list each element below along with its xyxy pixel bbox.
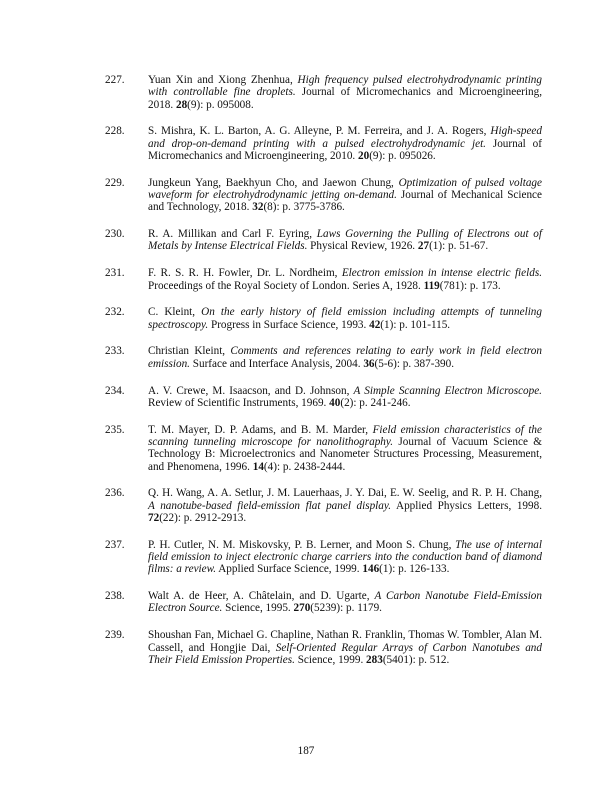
reference-source: Review of Scientific Instruments, 1969.: [148, 396, 330, 409]
reference-title: High-speed and drop-on-demand printing with a pulsed electrohydrodynamic jet.: [148, 125, 542, 150]
reference-volume: 20: [358, 149, 370, 162]
reference-text: [148, 306, 542, 331]
reference-title: Optimization of pulsed voltage waveform for electrohydrodynamic jetting on-demand.: [148, 176, 542, 202]
reference-entry: [105, 539, 542, 576]
reference-authors: R. A. Millikan and Carl F. Eyring,: [148, 228, 317, 241]
reference-number: 235.: [105, 423, 125, 436]
reference-authors: P. H. Cutler, N. M. Miskovsky, P. B. Lerner, and Moon S. Chung,: [148, 538, 456, 551]
reference-number: 229.: [105, 176, 125, 189]
reference-pages: (5239): p. 1179.: [310, 602, 382, 615]
reference-text: [148, 345, 542, 370]
reference-entry: [105, 345, 542, 370]
reference-text: [148, 177, 542, 214]
reference-entry: [105, 424, 542, 473]
reference-authors: C. Kleint,: [148, 306, 202, 319]
reference-source: Proceedings of the Royal Society of London. Series A, 1928.: [148, 279, 424, 292]
reference-title: On the early history of field emission including attempts of tunneling spectroscopy.: [148, 306, 542, 331]
reference-title: A Simple Scanning Electron Microscope.: [353, 384, 542, 397]
reference-pages: (781): p. 173.: [439, 279, 501, 292]
reference-title: High frequency pulsed electrohydrodynamic printing with controllable fine droplets.: [148, 74, 542, 99]
reference-authors: Q. H. Wang, A. A. Setlur, J. M. Lauerhaas, J. Y. Dai, E. W. Seelig, and R. P. H. Chang,: [148, 487, 542, 500]
reference-number: 237.: [105, 538, 125, 551]
reference-authors: Christian Kleint,: [148, 345, 231, 358]
reference-entry: [105, 306, 542, 331]
reference-entry: [105, 487, 542, 524]
reference-number: 232.: [105, 306, 125, 319]
reference-text: [148, 125, 542, 162]
reference-authors: Shoushan Fan, Michael G. Chapline, Nathan R. Franklin, Thomas W. Tombler, Alan M. Cassell, and Hongjie Dai,: [148, 629, 542, 654]
reference-volume: 42: [369, 318, 381, 331]
reference-source: Journal of Vacuum Science & Technology B: Microelectronics and Nanometer Structures Processing, Measurement, and Phenomena, 1996.: [148, 435, 542, 473]
reference-pages: (5401): p. 512.: [382, 653, 450, 666]
reference-pages: (1): p. 126-133.: [379, 563, 450, 576]
reference-number: 238.: [105, 590, 125, 603]
reference-source: Journal of Micromechanics and Microengineering, 2018.: [148, 86, 542, 111]
reference-title: Self-Oriented Regular Arrays of Carbon Nanotubes and Their Field Emission Properties.: [148, 641, 542, 666]
reference-source: Science, 1999.: [294, 653, 367, 666]
reference-source: Journal of Mechanical Science and Technology, 2018.: [148, 189, 542, 214]
reference-title: The use of internal field emission to inject electronic charge carriers into the conduction band of diamond films: a review.: [148, 538, 542, 576]
reference-entry: [105, 590, 542, 615]
reference-title: A nanotube-based field-emission flat panel display.: [148, 499, 392, 512]
reference-authors: Yuan Xin and Xiong Zhenhua,: [148, 74, 298, 86]
reference-text: [148, 487, 542, 524]
reference-pages: (1): p. 51-67.: [429, 240, 489, 253]
reference-source: Progress in Surface Science, 1993.: [208, 318, 370, 331]
reference-entry: [105, 228, 542, 253]
reference-authors: A. V. Crewe, M. Isaacson, and D. Johnson,: [148, 384, 354, 397]
reference-volume: 27: [417, 240, 430, 253]
reference-pages: (1): p. 101-115.: [380, 318, 451, 331]
reference-source: Science, 1995.: [222, 602, 294, 615]
reference-volume: 119: [423, 279, 440, 292]
reference-number: 228.: [105, 125, 125, 138]
reference-text: [148, 267, 542, 292]
reference-authors: Walt A. de Heer, A. Châtelain, and D. Ugarte,: [148, 590, 375, 603]
reference-entry: [105, 267, 542, 292]
reference-authors: S. Mishra, K. L. Barton, A. G. Alleyne, P. M. Ferreira, and J. A. Rogers,: [148, 125, 491, 138]
reference-text: [148, 385, 542, 410]
reference-volume: 270: [293, 602, 311, 615]
reference-pages: (22): p. 2912-2913.: [159, 511, 247, 524]
reference-entry: [105, 385, 542, 410]
reference-title: Laws Governing the Pulling of Electrons out of Metals by Intense Electrical Fields.: [148, 228, 542, 253]
reference-number: 231.: [105, 267, 125, 280]
reference-number: 236.: [105, 487, 125, 500]
reference-volume: 14: [252, 460, 264, 473]
reference-pages: (9): p. 095026.: [369, 149, 436, 162]
reference-list: [105, 74, 542, 681]
reference-pages: (9): p. 095008.: [187, 98, 254, 111]
reference-number: 239.: [105, 629, 125, 642]
reference-volume: 72: [148, 511, 160, 524]
reference-title: Comments and references relating to early work in field electron emission.: [148, 345, 542, 370]
reference-text: [148, 539, 542, 576]
reference-pages: (5-6): p. 387-390.: [374, 357, 455, 370]
reference-title: Field emission characteristics of the scanning tunneling microscope for nanolithography.: [148, 423, 542, 448]
reference-volume: 283: [366, 653, 383, 666]
reference-title: Electron emission in intense electric fields.: [341, 267, 542, 280]
reference-entry: [105, 177, 542, 214]
reference-text: [148, 74, 542, 111]
reference-source: Physical Review, 1926.: [307, 240, 418, 253]
reference-source: Journal of Micromechanics and Microengineering, 2010.: [148, 137, 542, 162]
reference-number: 233.: [105, 345, 125, 358]
reference-source: Applied Surface Science, 1999.: [216, 563, 363, 576]
reference-authors: Jungkeun Yang, Baekhyun Cho, and Jaewon Chung,: [148, 176, 399, 189]
reference-pages: (8): p. 3775-3786.: [263, 201, 345, 214]
reference-text: [148, 424, 542, 473]
reference-source: Applied Physics Letters, 1998.: [391, 499, 542, 512]
reference-authors: T. M. Mayer, D. P. Adams, and B. M. Marder,: [148, 423, 373, 436]
reference-text: [148, 590, 542, 615]
reference-entry: [105, 125, 542, 162]
reference-volume: 40: [329, 396, 341, 409]
reference-title: A Carbon Nanotube Field-Emission Electron Source.: [148, 590, 542, 615]
page-number: 187: [297, 745, 315, 757]
reference-text: [148, 629, 542, 666]
reference-number: 234.: [105, 384, 125, 397]
reference-volume: 36: [363, 357, 375, 370]
reference-entry: [105, 629, 542, 666]
reference-pages: (4): p. 2438-2444.: [263, 460, 346, 473]
reference-authors: F. R. S. R. H. Fowler, Dr. L. Nordheim,: [148, 267, 342, 280]
reference-volume: 28: [175, 98, 188, 111]
reference-entry: [105, 74, 542, 111]
reference-volume: 32: [252, 201, 264, 214]
reference-volume: 146: [362, 563, 380, 576]
reference-number: 230.: [105, 228, 125, 241]
reference-pages: (2): p. 241-246.: [340, 396, 411, 409]
reference-source: Surface and Interface Analysis, 2004.: [189, 357, 364, 370]
reference-text: [148, 228, 542, 253]
reference-number: 227.: [105, 74, 125, 86]
